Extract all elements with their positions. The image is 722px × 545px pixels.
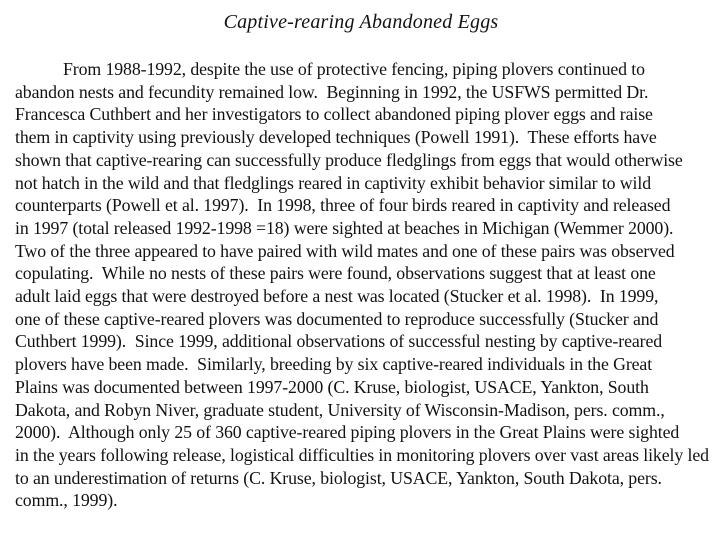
text-line: one of these captive-reared plovers was documented to reproduce successfully (Stucker and (15, 308, 659, 329)
text-line: Two of the three appeared to have paired with wild mates and one of these pairs was observed (15, 240, 675, 261)
text-line: Cuthbert 1999). Since 1999, additional observations of successful nesting by captive-reared (15, 331, 663, 352)
text-line: not hatch in the wild and that fledglings reared in captivity exhibit behavior similar to wild (15, 172, 652, 193)
text-line: counterparts (Powell et al. 1997). In 1998, three of four birds reared in captivity and released (15, 195, 671, 216)
body-paragraph (0, 58, 722, 512)
text-line: From 1988-1992, despite the use of protective fencing, piping plovers continued to (63, 59, 645, 79)
text-line: them in captivity using previously developed techniques (Powell 1991). These efforts have (15, 127, 657, 148)
text-line: shown that captive-rearing can successfully produce fledglings from eggs that would otherwise (15, 149, 683, 170)
text-line: comm., 1999). (15, 490, 118, 511)
text-line: Plains was documented between 1997-2000 (C. Kruse, biologist, USACE, Yankton, South (15, 376, 649, 397)
text-line: in 1997 (total released 1992-1998 =18) were sighted at beaches in Michigan (Wemmer 2000). (15, 217, 674, 238)
page-title: Captive-rearing Abandoned Eggs (223, 11, 499, 33)
text-line: adult laid eggs that were destroyed before a nest was located (Stucker et al. 1998). In 1999, (15, 286, 659, 307)
text-line: copulating. While no nests of these pairs were found, observations suggest that at least one (15, 263, 656, 284)
text-line: in the years following release, logistical difficulties in monitoring plovers over vast areas likely led (15, 444, 709, 465)
text-line: abandon nests and fecundity remained low. Beginning in 1992, the USFWS permitted Dr. (15, 81, 649, 102)
text-line: to an underestimation of returns (C. Kruse, biologist, USACE, Yankton, South Dakota, pers. (15, 467, 662, 488)
text-line: 2000). Although only 25 of 360 captive-reared piping plovers in the Great Plains were sighted (15, 422, 680, 443)
text-line: Francesca Cuthbert and her investigators to collect abandoned piping plover eggs and raise (15, 104, 653, 125)
text-line: plovers have been made. Similarly, breeding by six captive-reared individuals in the Great (15, 354, 653, 375)
text-line: Dakota, and Robyn Niver, graduate student, University of Wisconsin-Madison, pers. comm., (15, 399, 665, 420)
